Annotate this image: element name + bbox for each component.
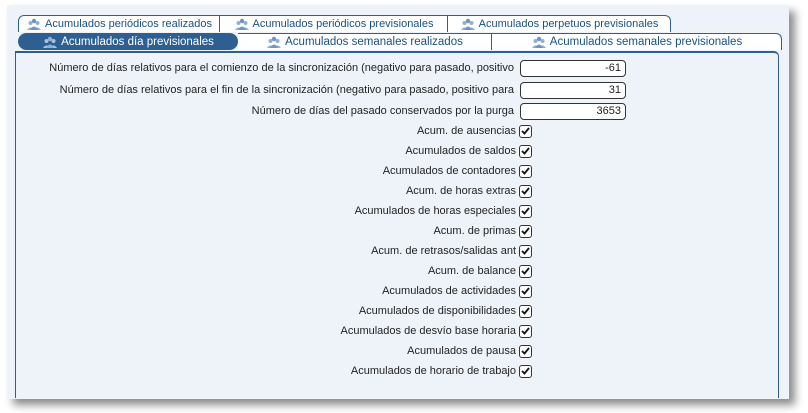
checkmark-icon <box>521 227 530 235</box>
users-icon <box>531 36 547 48</box>
purge-days-row <box>16 102 626 120</box>
checkbox-label: Acumulados de disponibilidades <box>358 305 516 317</box>
checkbox-label: Acum. de balance <box>427 265 516 277</box>
tab-acumulados-periodicos-previsionales[interactable] <box>220 15 448 32</box>
checkbox[interactable] <box>519 265 532 278</box>
tab-acumulados-dia-previsionales[interactable] <box>18 33 238 50</box>
tab-row-2 <box>18 33 782 50</box>
purge-days-input[interactable] <box>520 103 626 120</box>
sync-start-days-row <box>16 59 626 77</box>
checkbox-row[interactable] <box>16 282 532 300</box>
tab-content-panel <box>15 51 779 398</box>
tab-label: Acumulados día previsionales <box>61 35 214 48</box>
checkmark-icon <box>521 267 530 275</box>
checkmark-icon <box>521 327 530 335</box>
tab-row-1 <box>18 15 671 32</box>
checkbox-row[interactable] <box>16 362 532 380</box>
checkbox[interactable] <box>519 245 532 258</box>
users-icon <box>234 18 250 30</box>
checkmark-icon <box>521 367 530 375</box>
checkbox-row[interactable] <box>16 302 532 320</box>
checkbox-label: Acumulados de contadores <box>382 165 516 177</box>
checkbox[interactable] <box>519 225 532 238</box>
checkbox-row[interactable] <box>16 342 532 360</box>
tab-acumulados-semanales-realizados[interactable] <box>238 33 492 50</box>
tab-label: Acumulados semanales previsionales <box>549 36 743 48</box>
checkbox-row[interactable] <box>16 242 532 260</box>
users-icon <box>26 18 42 30</box>
checkbox-label: Acum. de ausencias <box>416 125 516 137</box>
checkmark-icon <box>521 247 530 255</box>
checkbox-row[interactable] <box>16 162 532 180</box>
checkbox-label: Acumulados de saldos <box>405 145 516 157</box>
checkmark-icon <box>521 127 530 135</box>
tab-acumulados-perpetuos-previsionales[interactable] <box>448 15 671 32</box>
checkbox[interactable] <box>519 165 532 178</box>
checkmark-icon <box>521 207 530 215</box>
checkbox-label: Acumulados de horario de trabajo <box>350 365 516 377</box>
checkbox-label: Acumulados de desvío base horaria <box>340 325 516 337</box>
checkbox[interactable] <box>519 325 532 338</box>
checkbox-row[interactable] <box>16 262 532 280</box>
checkbox[interactable] <box>519 285 532 298</box>
checkbox-row[interactable] <box>16 202 532 220</box>
tab-label: Acumulados perpetuos previsionales <box>478 18 659 30</box>
checkbox-label: Acum. de horas extras <box>405 185 516 197</box>
checkmark-icon <box>521 167 530 175</box>
checkbox-row[interactable] <box>16 142 532 160</box>
checkbox-label: Acumulados de horas especiales <box>354 205 516 217</box>
checkbox[interactable] <box>519 365 532 378</box>
checkbox-label: Acum. de primas <box>433 225 516 237</box>
checkbox[interactable] <box>519 125 532 138</box>
checkbox-row[interactable] <box>16 182 532 200</box>
checkbox-row[interactable] <box>16 222 532 240</box>
tab-acumulados-periodicos-realizados[interactable] <box>18 15 220 32</box>
checkbox[interactable] <box>519 305 532 318</box>
checkbox[interactable] <box>519 185 532 198</box>
checkmark-icon <box>521 347 530 355</box>
checkmark-icon <box>521 187 530 195</box>
settings-window <box>7 5 789 399</box>
sync-end-days-input[interactable] <box>520 82 626 99</box>
sync-start-days-input[interactable] <box>520 60 626 77</box>
users-icon <box>42 36 58 48</box>
users-icon <box>460 18 476 30</box>
purge-days-label: Número de días del pasado conservados por la purga <box>251 105 514 117</box>
sync-start-days-label: Número de días relativos para el comienzo de la sincronización (negativo para pasado, positivo <box>49 62 514 74</box>
checkbox-label: Acumulados de actividades <box>382 285 516 297</box>
checkbox[interactable] <box>519 205 532 218</box>
checkmark-icon <box>521 307 530 315</box>
tab-label: Acumulados periódicos realizados <box>45 18 212 30</box>
checkmark-icon <box>521 147 530 155</box>
checkbox-row[interactable] <box>16 122 532 140</box>
tab-acumulados-semanales-previsionales[interactable] <box>492 33 782 50</box>
tab-label: Acumulados periódicos previsionales <box>252 18 434 30</box>
tab-label: Acumulados semanales realizados <box>285 36 463 48</box>
checkbox[interactable] <box>519 345 532 358</box>
checkbox-row[interactable] <box>16 322 532 340</box>
checkbox[interactable] <box>519 145 532 158</box>
sync-end-days-row <box>16 81 626 99</box>
checkbox-label: Acum. de retrasos/salidas ant <box>371 245 516 257</box>
checkbox-label: Acumulados de pausa <box>407 345 516 357</box>
sync-end-days-label: Número de días relativos para el fin de la sincronización (negativo para pasado, positivo para <box>59 84 514 96</box>
users-icon <box>266 36 282 48</box>
checkmark-icon <box>521 287 530 295</box>
